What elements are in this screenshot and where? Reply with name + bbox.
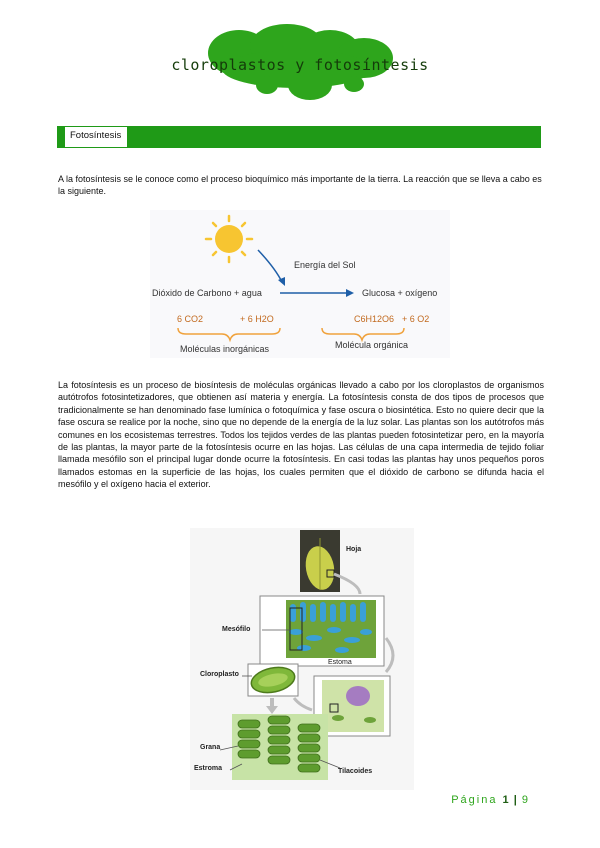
page-number: 1: [502, 794, 509, 806]
product-formula-glucose: C6H12O6: [354, 314, 395, 324]
inorganic-molecules-label: Moléculas inorgánicas: [180, 344, 270, 354]
reactants-label: Dióxido de Carbono + agua: [152, 288, 262, 298]
reactant-formula-h2o: + 6 H2O: [240, 314, 274, 324]
section-heading: Fotosíntesis: [70, 130, 122, 141]
mesophyll-section: [260, 596, 384, 666]
equation-graphics: [150, 210, 450, 358]
grana-label: Grana: [200, 744, 221, 751]
stroma-label: Estroma: [194, 765, 223, 772]
product-formula-oxygen: + 6 O2: [402, 314, 430, 324]
total-pages: 9: [521, 794, 530, 806]
leaf-label: Hoja: [346, 546, 362, 553]
stoma-label: Estoma: [328, 659, 352, 666]
intro-paragraph: A la fotosíntesis se le conoce como el proceso bioquímico más importante de la tierra. La reacción que se lleva a cabo es la siguiente.: [58, 174, 542, 197]
page-word: Página: [451, 794, 498, 806]
organic-molecule-label: Molécula orgánica: [335, 340, 409, 350]
page-footer: [451, 794, 530, 806]
document-title: cloroplastos y fotosíntesis: [171, 56, 429, 74]
reactant-formula-co2: 6 CO2: [177, 314, 204, 324]
sunlight-arrow: [258, 250, 282, 282]
leaf-structure-diagram: [190, 528, 414, 790]
products-label: Glucosa + oxígeno: [362, 288, 438, 298]
organic-brace: [322, 328, 404, 340]
page-separator: |: [513, 794, 517, 806]
mesophyll-label: Mesófilo: [222, 626, 251, 633]
inorganic-brace: [178, 328, 280, 340]
grana-image: [232, 714, 328, 780]
energy-label: Energía del Sol: [294, 260, 356, 270]
body-paragraph: La fotosíntesis es un proceso de biosíntesis de moléculas orgánicas llevado a cabo por los cloroplastos de organismos autótrofos fotosintetizadores, que obtienen así materia y energía. La fotosíntesis consta de dos tipos de procesos que tradicionalmente se han denominado fase lumínica o fotoquímica y fase oscura o biosintética. Esto no quiere decir que la fase oscura se realice por la noche, sino que no depende de la energía de la luz solar. Las plantas son los autótrofos más comunes en los ecosistemas terrestres. Todos los tejidos verdes de las plantas pueden fotosintetizar pero, en la mayoría de las plantas, la mayor parte de la fotosíntesis ocurre en las hojas. Las células de una capa intermedia de tejido foliar llamada mesófilo son el principal lugar donde ocurre la fotosíntesis. En casi todas las plantas hay unos pequeños poros llamados estomas en la superficie de las hojas, los cuales permiten que el dióxido de carbono se difunda hacia el mesófilo y el oxígeno hacia el exterior.: [58, 380, 544, 490]
sun-icon: [206, 216, 252, 262]
section-heading-bar: [57, 126, 541, 148]
chloroplast-label: Cloroplasto: [200, 671, 239, 678]
thylakoid-label: Tilacoides: [338, 768, 373, 775]
chloroplast-image: [248, 664, 298, 697]
leaf-photo: [300, 530, 340, 592]
